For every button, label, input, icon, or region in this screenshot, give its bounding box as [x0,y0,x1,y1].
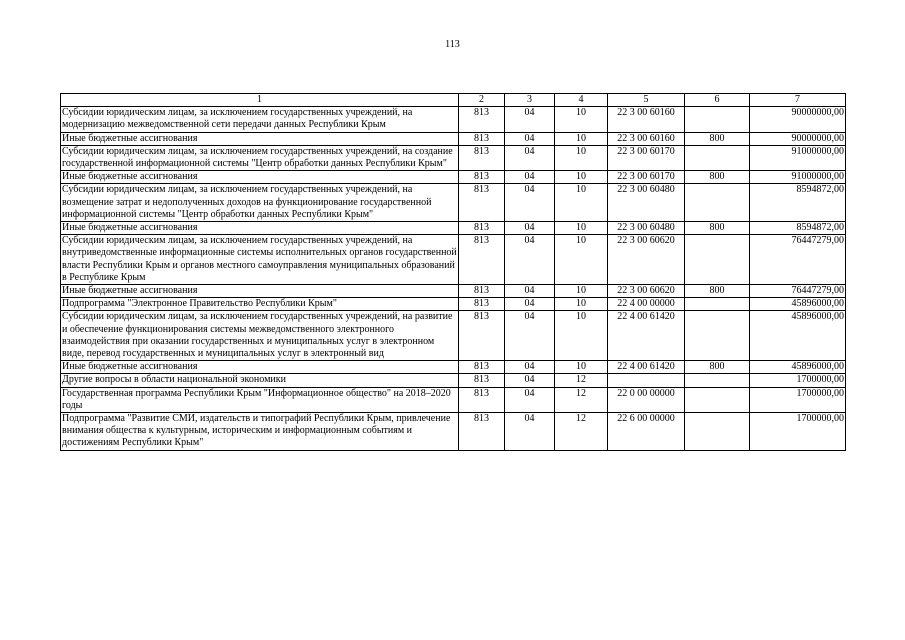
expense-type-cell: 800 [685,171,750,184]
expense-type-cell [685,235,750,285]
header-cell: 1 [61,94,459,107]
amount-cell: 1700000,00 [750,374,846,387]
ministry-code-cell: 813 [459,387,505,412]
section-code-cell: 04 [505,285,555,298]
amount-cell: 8594872,00 [750,184,846,222]
target-article-cell: 22 3 00 60160 [608,107,685,132]
subsection-code-cell: 10 [555,222,608,235]
header-cell: 7 [750,94,846,107]
subsection-code-cell: 10 [555,235,608,285]
target-article-cell: 22 3 00 60170 [608,171,685,184]
target-article-cell: 22 4 00 61420 [608,311,685,361]
amount-cell: 45896000,00 [750,311,846,361]
amount-cell: 45896000,00 [750,298,846,311]
row-name-cell: Иные бюджетные ассигнования [61,222,459,235]
subsection-code-cell: 10 [555,285,608,298]
table-row [61,171,846,184]
section-code-cell: 04 [505,311,555,361]
table-row [61,387,846,412]
target-article-cell: 22 4 00 00000 [608,298,685,311]
header-cell: 5 [608,94,685,107]
target-article-cell: 22 3 00 60620 [608,235,685,285]
row-name-cell: Субсидии юридическим лицам, за исключением государственных учреждений, на создание государственной информационной системы "Центр обработки данных Республики Крым" [61,145,459,170]
amount-cell: 76447279,00 [750,235,846,285]
amount-cell: 1700000,00 [750,413,846,451]
row-name-cell: Подпрограмма "Развитие СМИ, издательств и типографий Республики Крым, привлечение внимания общества к культурным, историческим и информационным событиям и достижениям Республики Крым" [61,413,459,451]
row-name-cell: Иные бюджетные ассигнования [61,132,459,145]
section-code-cell: 04 [505,413,555,451]
header-row [61,94,846,107]
ministry-code-cell: 813 [459,361,505,374]
target-article-cell: 22 3 00 60160 [608,132,685,145]
expense-type-cell: 800 [685,132,750,145]
section-code-cell: 04 [505,171,555,184]
row-name-cell: Иные бюджетные ассигнования [61,171,459,184]
target-article-cell: 22 3 00 60480 [608,222,685,235]
ministry-code-cell: 813 [459,374,505,387]
ministry-code-cell: 813 [459,145,505,170]
page-number: 113 [445,39,460,50]
amount-cell: 90000000,00 [750,107,846,132]
expense-type-cell [685,374,750,387]
expense-type-cell [685,387,750,412]
section-code-cell: 04 [505,222,555,235]
section-code-cell: 04 [505,184,555,222]
table-row [61,132,846,145]
expense-type-cell [685,298,750,311]
expense-type-cell: 800 [685,222,750,235]
section-code-cell: 04 [505,298,555,311]
target-article-cell: 22 4 00 61420 [608,361,685,374]
ministry-code-cell: 813 [459,132,505,145]
table-row [61,184,846,222]
ministry-code-cell: 813 [459,107,505,132]
expense-type-cell: 800 [685,285,750,298]
header-cell: 4 [555,94,608,107]
subsection-code-cell: 10 [555,298,608,311]
expense-type-cell [685,145,750,170]
table-row [61,235,846,285]
section-code-cell: 04 [505,235,555,285]
row-name-cell: Субсидии юридическим лицам, за исключением государственных учреждений, на модернизацию межведомственной сети передачи данных Республики Крым [61,107,459,132]
ministry-code-cell: 813 [459,171,505,184]
amount-cell: 8594872,00 [750,222,846,235]
ministry-code-cell: 813 [459,413,505,451]
table-row [61,374,846,387]
row-name-cell: Иные бюджетные ассигнования [61,285,459,298]
amount-cell: 90000000,00 [750,132,846,145]
header-cell: 3 [505,94,555,107]
subsection-code-cell: 12 [555,374,608,387]
expense-type-cell [685,107,750,132]
row-name-cell: Государственная программа Республики Крым "Информационное общество" на 2018–2020 годы [61,387,459,412]
table-row [61,145,846,170]
section-code-cell: 04 [505,361,555,374]
section-code-cell: 04 [505,387,555,412]
ministry-code-cell: 813 [459,285,505,298]
subsection-code-cell: 10 [555,107,608,132]
budget-table [60,93,846,451]
table-row [61,298,846,311]
amount-cell: 91000000,00 [750,145,846,170]
target-article-cell: 22 6 00 00000 [608,413,685,451]
table-row [61,361,846,374]
row-name-cell: Другие вопросы в области национальной экономики [61,374,459,387]
ministry-code-cell: 813 [459,235,505,285]
table-row [61,107,846,132]
amount-cell: 91000000,00 [750,171,846,184]
amount-cell: 76447279,00 [750,285,846,298]
subsection-code-cell: 10 [555,171,608,184]
table-row [61,311,846,361]
subsection-code-cell: 10 [555,361,608,374]
subsection-code-cell: 10 [555,184,608,222]
row-name-cell: Субсидии юридическим лицам, за исключением государственных учреждений, на возмещение затрат и недополученных доходов на функционирование государственной информационной системы "Центр обработки данных Республики Крым" [61,184,459,222]
ministry-code-cell: 813 [459,184,505,222]
section-code-cell: 04 [505,145,555,170]
target-article-cell [608,374,685,387]
header-cell: 2 [459,94,505,107]
ministry-code-cell: 813 [459,298,505,311]
row-name-cell: Подпрограмма "Электронное Правительство Республики Крым" [61,298,459,311]
section-code-cell: 04 [505,107,555,132]
table-row [61,285,846,298]
header-cell: 6 [685,94,750,107]
target-article-cell: 22 3 00 60170 [608,145,685,170]
expense-type-cell [685,184,750,222]
section-code-cell: 04 [505,132,555,145]
amount-cell: 45896000,00 [750,361,846,374]
target-article-cell: 22 3 00 60480 [608,184,685,222]
row-name-cell: Субсидии юридическим лицам, за исключением государственных учреждений, на развитие и обеспечение функционирования системы межведомственного электронного взаимодействия при оказании государственных и муниципальных услуг в электронном виде, перевод государственных и муниципальных услуг в электронный вид [61,311,459,361]
subsection-code-cell: 10 [555,132,608,145]
table-body [61,107,846,450]
amount-cell: 1700000,00 [750,387,846,412]
subsection-code-cell: 12 [555,413,608,451]
subsection-code-cell: 10 [555,145,608,170]
row-name-cell: Иные бюджетные ассигнования [61,361,459,374]
expense-type-cell: 800 [685,361,750,374]
target-article-cell: 22 3 00 60620 [608,285,685,298]
subsection-code-cell: 10 [555,311,608,361]
table-row [61,413,846,451]
ministry-code-cell: 813 [459,222,505,235]
subsection-code-cell: 12 [555,387,608,412]
section-code-cell: 04 [505,374,555,387]
ministry-code-cell: 813 [459,311,505,361]
table-row [61,222,846,235]
target-article-cell: 22 0 00 00000 [608,387,685,412]
row-name-cell: Субсидии юридическим лицам, за исключением государственных учреждений, на внутриведомственные информационные системы исполнительных органов государственной власти Республики Крым и органов местного самоуправления муниципальных образований в Республике Крым [62,235,457,283]
expense-type-cell [685,311,750,361]
expense-type-cell [685,413,750,451]
